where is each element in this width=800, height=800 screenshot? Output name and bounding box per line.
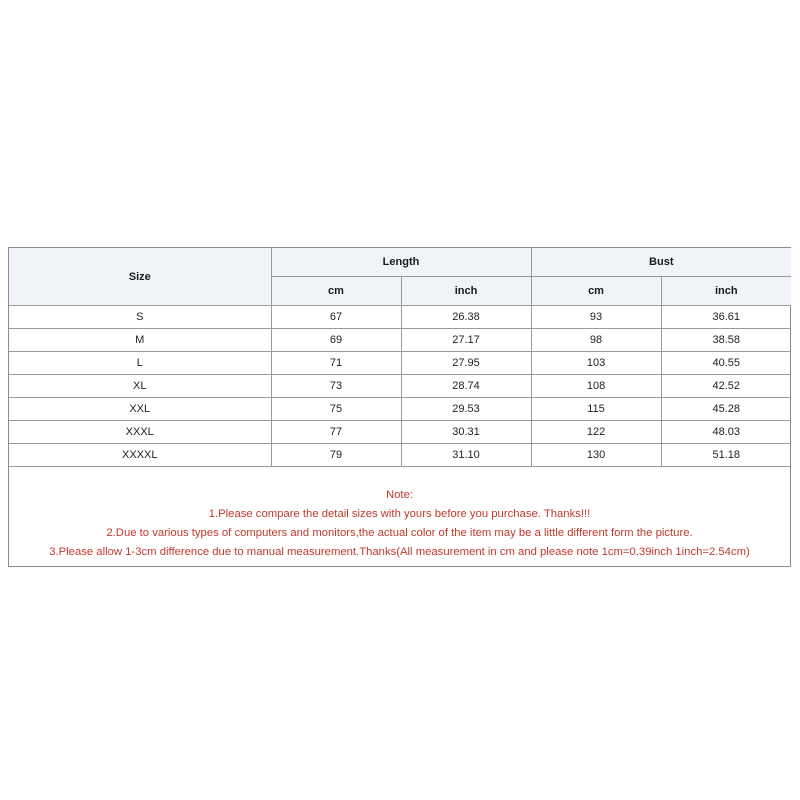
length-inch-cell: 29.53	[401, 398, 531, 421]
length-inch-cell: 27.17	[401, 329, 531, 352]
bust-inch-cell: 51.18	[661, 444, 791, 467]
bust-cm-cell: 122	[531, 421, 661, 444]
bust-inch-cell: 36.61	[661, 306, 791, 329]
length-cm-cell: 69	[271, 329, 401, 352]
length-inch-cell: 27.95	[401, 352, 531, 375]
table-row	[9, 306, 791, 329]
table-row	[9, 375, 791, 398]
bust-inch-cell: 40.55	[661, 352, 791, 375]
note-line-3: 3.Please allow 1-3cm difference due to manual measurement.Thanks(All measurement in cm and please note 1cm=0.39inch 1inch=2.54cm)	[49, 546, 750, 558]
size-cell: L	[9, 352, 271, 375]
note-title: Note:	[385, 489, 413, 501]
length-inch-cell: 30.31	[401, 421, 531, 444]
bust-cm-cell: 130	[531, 444, 661, 467]
bust-cm-cell: 98	[531, 329, 661, 352]
length-inch-header: inch	[401, 277, 531, 306]
bust-header: Bust	[531, 248, 791, 277]
length-cm-cell: 67	[271, 306, 401, 329]
table-row	[9, 398, 791, 421]
length-inch-cell: 26.38	[401, 306, 531, 329]
size-cell: XXXXL	[9, 444, 271, 467]
note-line-1: 1.Please compare the detail sizes with yours before you purchase. Thanks!!!	[208, 508, 591, 520]
length-inch-cell: 31.10	[401, 444, 531, 467]
size-table	[9, 248, 791, 466]
size-cell: XXL	[9, 398, 271, 421]
bust-cm-cell: 108	[531, 375, 661, 398]
length-cm-cell: 75	[271, 398, 401, 421]
table-row	[9, 421, 791, 444]
bust-inch-header: inch	[661, 277, 791, 306]
bust-cm-cell: 115	[531, 398, 661, 421]
table-row	[9, 329, 791, 352]
size-header: Size	[9, 248, 271, 306]
bust-cm-cell: 93	[531, 306, 661, 329]
length-cm-header: cm	[271, 277, 401, 306]
length-cm-cell: 71	[271, 352, 401, 375]
size-cell: XL	[9, 375, 271, 398]
bust-inch-cell: 45.28	[661, 398, 791, 421]
bust-inch-cell: 48.03	[661, 421, 791, 444]
bust-cm-header: cm	[531, 277, 661, 306]
header-group-row	[9, 248, 791, 277]
size-cell: XXXL	[9, 421, 271, 444]
length-inch-cell: 28.74	[401, 375, 531, 398]
size-table-body	[9, 306, 791, 467]
size-cell: M	[9, 329, 271, 352]
size-cell: S	[9, 306, 271, 329]
notes-section	[9, 466, 790, 566]
note-line-2: 2.Due to various types of computers and monitors,the actual color of the item may be a little different form the picture.	[106, 527, 693, 539]
bust-cm-cell: 103	[531, 352, 661, 375]
length-cm-cell: 73	[271, 375, 401, 398]
size-chart	[8, 247, 791, 567]
bust-inch-cell: 38.58	[661, 329, 791, 352]
table-row	[9, 352, 791, 375]
table-row	[9, 444, 791, 467]
bust-inch-cell: 42.52	[661, 375, 791, 398]
length-header: Length	[271, 248, 531, 277]
length-cm-cell: 77	[271, 421, 401, 444]
length-cm-cell: 79	[271, 444, 401, 467]
